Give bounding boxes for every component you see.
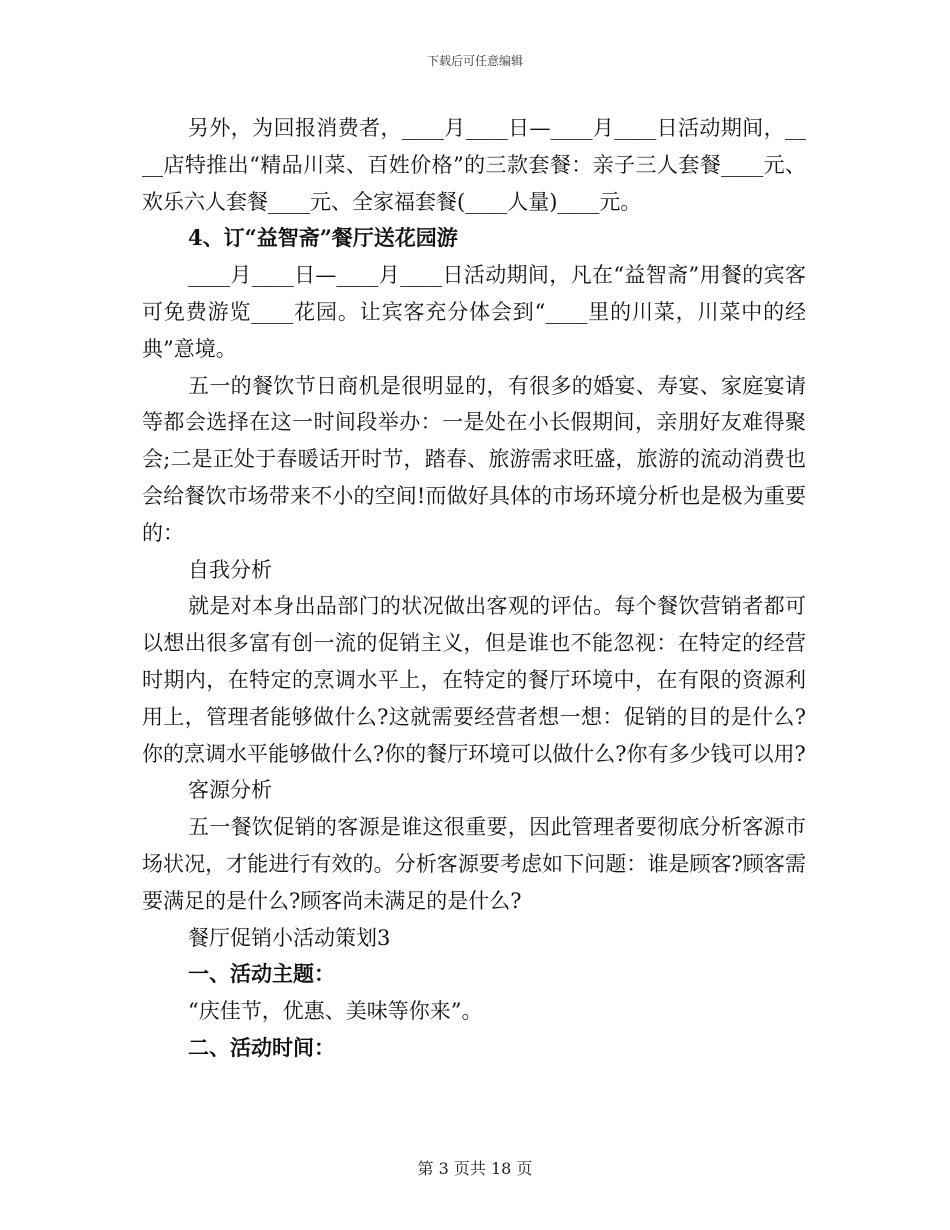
section-heading-garden-tour: 4、订“益智斋”餐厅送花园游 xyxy=(188,225,458,251)
paragraph-self-analysis: 就是对本身出品部门的状况做出客观的评估。每个餐饮营销者都可以想出很多富有创一流的促销主义，但是谁也不能忽视：在特定的经营时期内，在特定的烹调水平上，在特定的餐厅环境中，在有限的资源利用上，管理者能够做什么?这就需要经营者想一想：促销的目的是什么?你的烹调水平能够做什么?你的餐厅环境可以做什么?你有多少钱可以用? xyxy=(142,594,806,766)
paragraph-customer-analysis: 五一餐饮促销的客源是谁这很重要，因此管理者要彻底分析客源市场状况，才能进行有效的。分析客源要考虑如下问题：谁是顾客?顾客需要满足的是什么?顾客尚未满足的是什么? xyxy=(142,815,806,913)
paragraph-may-day-opportunity: 五一的餐饮节日商机是很明显的，有很多的婚宴、寿宴、家庭宴请等都会选择在这一时间段举办：一是处在小长假期间，亲朋好友难得聚会;二是正处于春暖话开时节，踏春、旅游需求旺盛，旅游的流动消费也会给餐饮市场带来不小的空间!而做好具体的市场环境分析也是极为重要的： xyxy=(142,373,806,545)
paragraph-set-menu-offer: 另外，为回报消费者，____月____日—____月____日活动期间，____店特推出“精品川菜、百姓价格”的三款套餐：亲子三人套餐____元、欢乐六人套餐____元、全家福套餐(____人量)____元。 xyxy=(142,116,806,214)
page-header: 下载后可任意编辑 xyxy=(426,54,523,68)
paragraph-garden-tour: ____月____日—____月____日活动期间，凡在“益智斋”用餐的宾客可免费游览____花园。让宾客充分体会到“____里的川菜，川菜中的经典”意境。 xyxy=(142,263,806,361)
subheading-customer-analysis: 客源分析 xyxy=(188,778,272,803)
subheading-plan-3: 餐厅促销小活动策划3 xyxy=(188,925,391,950)
section-heading-time: 二、活动时间： xyxy=(188,1034,335,1060)
subheading-self-analysis: 自我分析 xyxy=(188,557,272,582)
paragraph-theme: “庆佳节，优惠、美味等你来”。 xyxy=(188,999,483,1024)
section-heading-theme: 一、活动主题： xyxy=(188,961,335,987)
document-body xyxy=(142,110,806,1067)
page-footer: 第 3 页共 18 页 xyxy=(417,1159,533,1178)
